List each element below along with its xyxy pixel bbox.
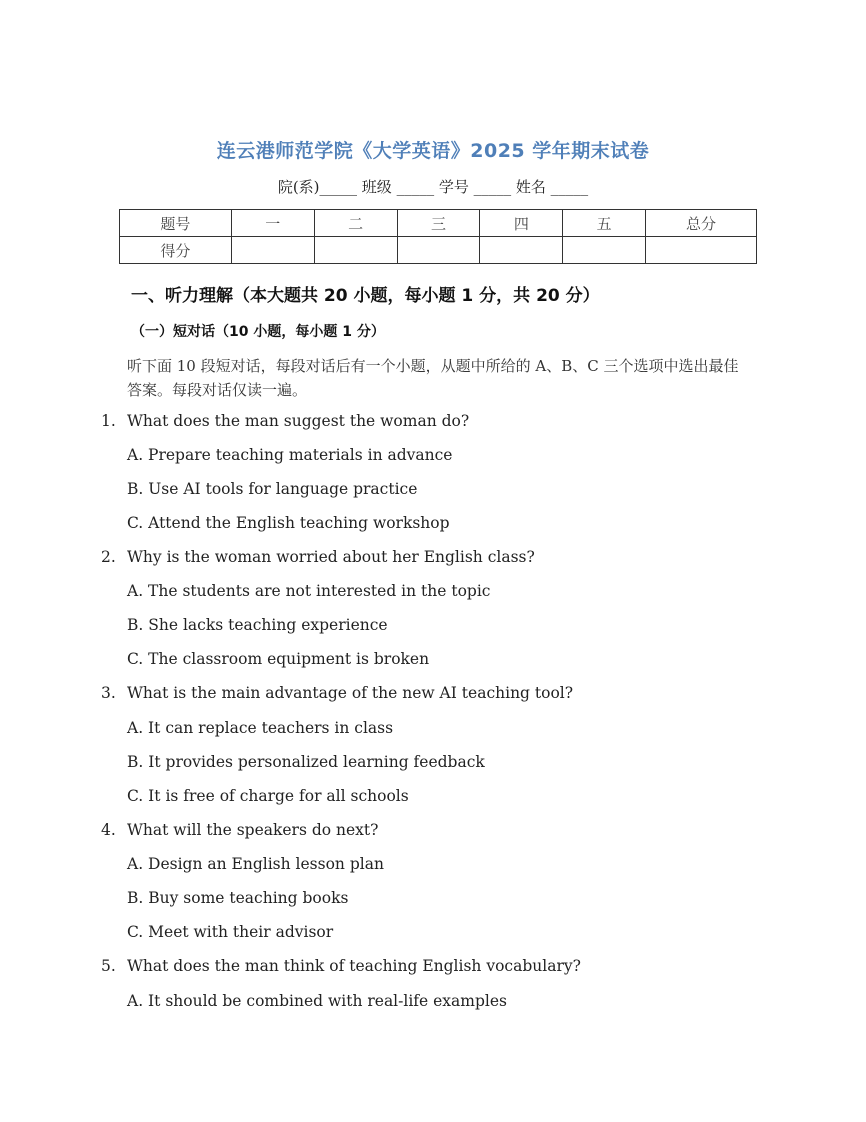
option-c: C. It is free of charge for all schools	[127, 787, 409, 805]
score-header-cell: 二	[314, 210, 397, 237]
question-number: 1.	[101, 412, 116, 430]
option-b: B. Use AI tools for language practice	[127, 480, 418, 498]
question-number: 4.	[101, 821, 116, 839]
question-text: What is the main advantage of the new AI teaching tool?	[127, 684, 574, 702]
instructions: 听下面 10 段短对话，每段对话后有一个小题，从题中所给的 A、B、C 三个选项中选出最佳答案。每段对话仅读一遍。	[127, 357, 739, 399]
score-cell	[646, 237, 757, 264]
score-table-score-row	[120, 237, 757, 264]
option-c: C. Attend the English teaching workshop	[127, 514, 450, 532]
exam-title: 连云港师范学院《大学英语》2025 学年期末试卷	[216, 140, 650, 162]
score-cell	[480, 237, 563, 264]
option-b: B. Buy some teaching books	[127, 889, 349, 907]
question-number: 3.	[101, 684, 116, 702]
score-table	[119, 209, 757, 264]
option-c: C. The classroom equipment is broken	[127, 650, 430, 668]
score-header-cell: 四	[480, 210, 563, 237]
score-header-cell: 一	[231, 210, 314, 237]
option-a: A. Design an English lesson plan	[127, 855, 384, 873]
option-b: B. It provides personalized learning feedback	[127, 753, 485, 771]
question-number: 5.	[101, 957, 116, 975]
score-cell	[314, 237, 397, 264]
score-header-cell: 三	[397, 210, 480, 237]
score-cell	[397, 237, 480, 264]
option-a: A. The students are not interested in the topic	[127, 582, 491, 600]
option-a: A. It can replace teachers in class	[127, 719, 394, 737]
score-cell	[231, 237, 314, 264]
option-c: C. Meet with their advisor	[127, 923, 334, 941]
score-header-cell: 总分	[646, 210, 757, 237]
option-a: A. It should be combined with real-life examples	[127, 992, 507, 1010]
question-text: What will the speakers do next?	[127, 821, 379, 839]
question-number: 2.	[101, 548, 116, 566]
score-row-label: 得分	[120, 237, 232, 264]
part-title: （一）短对话（10 小题，每小题 1 分）	[131, 324, 385, 340]
score-cell	[563, 237, 646, 264]
score-table-header-row	[120, 210, 757, 237]
question-text: What does the man think of teaching English vocabulary?	[127, 957, 581, 975]
question-text: What does the man suggest the woman do?	[127, 412, 470, 430]
question-text: Why is the woman worried about her English class?	[127, 548, 535, 566]
score-header-cell: 题号	[120, 210, 232, 237]
option-a: A. Prepare teaching materials in advance	[127, 446, 453, 464]
section-title: 一、听力理解（本大题共 20 小题，每小题 1 分，共 20 分）	[131, 286, 600, 306]
option-b: B. She lacks teaching experience	[127, 616, 388, 634]
student-info-line: 院(系)_____ 班级 _____ 学号 _____ 姓名 _____	[277, 178, 589, 196]
score-header-cell: 五	[563, 210, 646, 237]
